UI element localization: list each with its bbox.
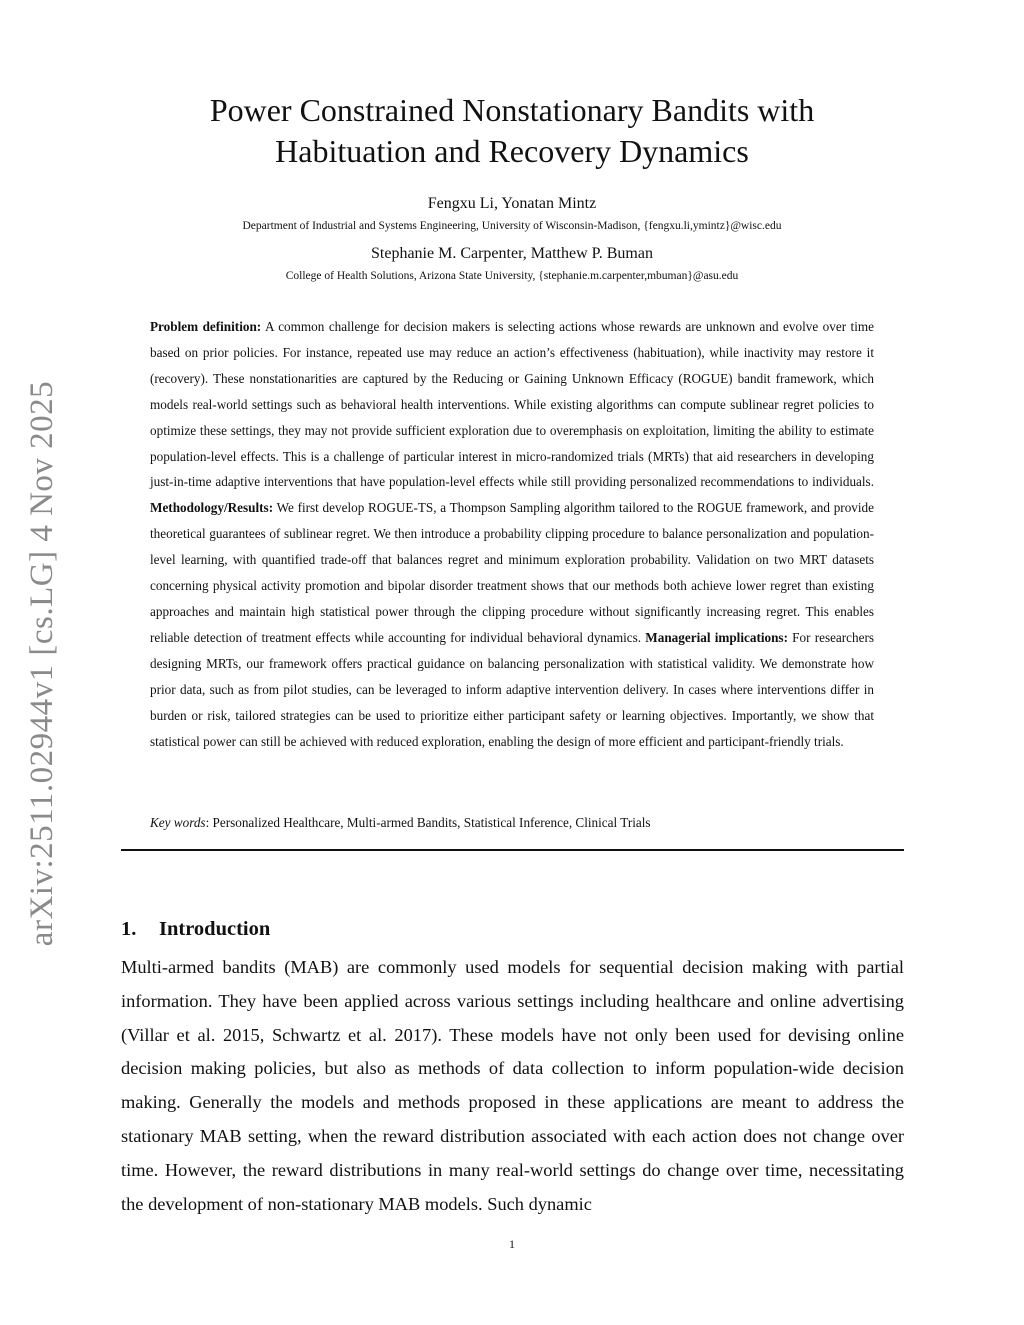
abstract-divider: [121, 849, 904, 851]
author-affiliation-2: College of Health Solutions, Arizona State University, {stephanie.m.carpenter,mbuman}@asu.edu: [285, 270, 739, 282]
author-names-2: Stephanie M. Carpenter, Matthew P. Buman: [371, 245, 653, 262]
keywords-label: Key words: [150, 815, 206, 830]
abstract-methodology-text: We first develop ROGUE-TS, a Thompson Sampling algorithm tailored to the ROGUE framework, and provide theoretical guarantees of sublinear regret. We then introduce a probability clipping procedure to balance personalization and population-level learning, with quantified trade-off that balances regret and minimum exploration probability. Validation on two MRT datasets concerning physical activity promotion and bipolar disorder treatment shows that our methods both achieve lower regret than existing approaches and maintain high statistical power through the clipping procedure without significantly increasing regret. This enables reliable detection of treatment effects while accounting for individual behavioral dynamics.: [150, 500, 874, 645]
author-affiliation-1: Department of Industrial and Systems Engineering, University of Wisconsin-Madison, {fengxu.li,ymintz}@wisc.edu: [242, 220, 782, 232]
introduction-body: Multi-armed bandits (MAB) are commonly used models for sequential decision making with partial information. They have been applied across various settings including healthcare and online advertising (Villar et al. 2015, Schwartz et al. 2017). These models have not only been used for devising online decision making policies, but also as methods of data collection to inform population-wide decision making. Generally the models and methods proposed in these applications are meant to address the stationary MAB setting, when the reward distribution associated with each action does not change over time. However, the reward distributions in many real-world settings do change over time, necessitating the development of non-stationary MAB models. Such dynamic: [121, 957, 904, 1214]
abstract-managerial-label: Managerial implications:: [645, 629, 788, 645]
abstract-methodology-label: Methodology/Results:: [150, 500, 274, 516]
section-number: 1.: [121, 918, 137, 940]
arxiv-identifier-text: arXiv:2511.02944v1 [cs.LG] 4 Nov 2025: [24, 380, 61, 946]
section-heading: [121, 918, 270, 941]
author-names-1: Fengxu Li, Yonatan Mintz: [427, 195, 597, 212]
keywords: Key words: Personalized Healthcare, Multi-armed Bandits, Statistical Inference, Clinical Trials: [150, 815, 651, 830]
abstract-problem-text: A common challenge for decision makers is selecting actions whose rewards are unknown and evolve over time based on prior policies. For instance, repeated use may reduce an action’s effectiveness (habituation), while inactivity may restore it (recovery). These nonstationarities are captured by the Reducing or Gaining Unknown Efficacy (ROGUE) bandit framework, which models real-world settings such as behavioral health interventions. While existing algorithms can compute sublinear regret policies to optimize these settings, they may not provide sufficient exploration due to overemphasis on exploitation, limiting the ability to estimate population-level effects. This is a challenge of particular interest in micro-randomized trials (MRTs) that aid researchers in developing just-in-time adaptive interventions that have population-level effects while still providing personalized recommendations to individuals.: [150, 319, 875, 490]
keywords-text: Personalized Healthcare, Multi-armed Bandits, Statistical Inference, Clinical Trials: [212, 815, 651, 830]
page-number: 1: [509, 1237, 515, 1251]
abstract: [150, 314, 874, 754]
abstract-problem-label: Problem definition:: [150, 319, 262, 334]
paper-title-line-2: Habituation and Recovery Dynamics: [275, 133, 749, 169]
abstract-managerial-text: For researchers designing MRTs, our framework offers practical guidance on balancing personalization with statistical validity. We demonstrate how prior data, such as from pilot studies, can be leveraged to inform adaptive intervention delivery. In cases where interventions differ in burden or risk, tailored strategies can be used to prioritize either participant safety or learning objectives. Importantly, we show that statistical power can still be achieved with reduced exploration, enabling the design of more efficient and participant-friendly trials.: [150, 629, 874, 749]
arxiv-identifier-stamp[interactable]: [12, 378, 74, 948]
paper-title-line-1: Power Constrained Nonstationary Bandits with: [209, 92, 815, 128]
section-title: Introduction: [159, 918, 271, 940]
paper-title: [0, 90, 1024, 172]
